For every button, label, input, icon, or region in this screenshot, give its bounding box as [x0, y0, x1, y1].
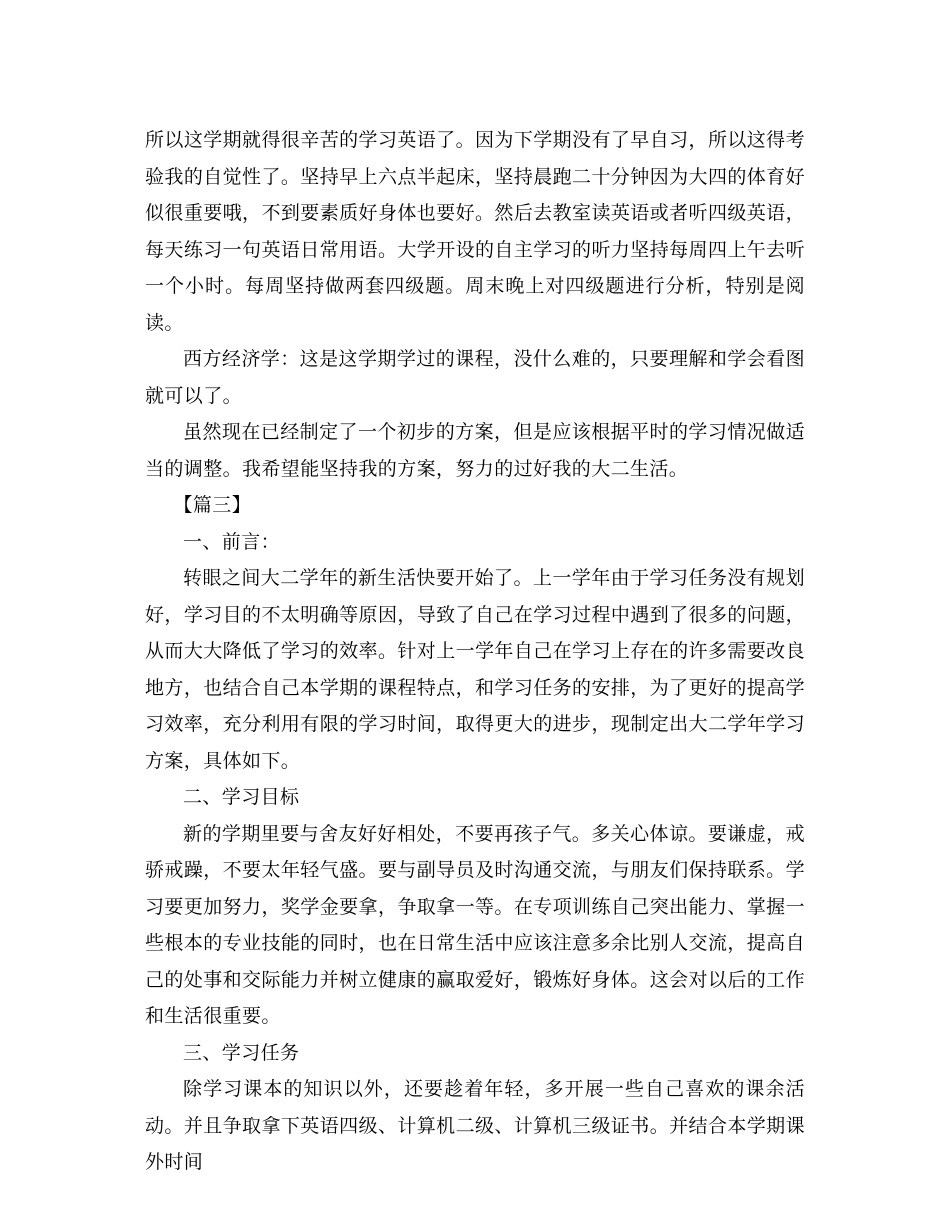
- paragraph-english-study-plan: 所以这学期就得很辛苦的学习英语了。因为下学期没有了早自习，所以这得考验我的自觉性了。坚持早上六点半起床，坚持晨跑二十分钟因为大四的体育好似很重要哦，不到要素质好身体也要好。然后去教室读英语或者听四级英语，每天练习一句英语日常用语。大学开设的自主学习的听力坚持每周四上午去听一个小时。每周坚持做两套四级题。周末晚上对四级题进行分析，特别是阅读。: [145, 129, 805, 334]
- paragraph-study-goals-body: 新的学期里要与舍友好好相处，不要再孩子气。多关心体谅。要谦虚，戒骄戒躁，不要太年轻气盛。要与副导员及时沟通交流，与朋友们保持联系。学习要更加努力，奖学金要拿，争取拿一等。在专项训练自己突出能力、掌握一些根本的专业技能的同时，也在日常生活中应该注意多余比别人交流，提高自己的处事和交际能力并树立健康的赢取爱好，锻炼好身体。这会对以后的工作和生活很重要。: [145, 822, 805, 1027]
- paragraph-western-economics: 西方经济学：这是这学期学过的课程，没什么难的，只要理解和学会看图就可以了。: [145, 348, 805, 407]
- document-body: [145, 122, 805, 1181]
- paragraph-study-tasks-body: 除学习课本的知识以外，还要趁着年轻，多开展一些自己喜欢的课余活动。并且争取拿下英语四级、计算机二级、计算机三级证书。并结合本学期课外时间: [145, 1078, 805, 1173]
- heading-study-tasks: 三、学习任务: [183, 1041, 300, 1064]
- heading-study-goals: 二、学习目标: [183, 786, 300, 808]
- section-title-part-three: 【篇三】: [173, 494, 252, 516]
- paragraph-preface-body: 转眼之间大二学年的新生活快要开始了。上一学年由于学习任务没有规划好，学习目的不太明确等原因，导致了自己在学习过程中遇到了很多的问题，从而大大降低了学习的效率。针对上一学年自己在学习上存在的许多需要改良地方，也结合自己本学期的课程特点，和学习任务的安排，为了更好的提高学习效率，充分利用有限的学习时间，取得更大的进步，现制定出大二学年学习方案，具体如下。: [145, 567, 805, 772]
- heading-preface: 一、前言：: [183, 530, 281, 553]
- paragraph-plan-adjustment: 虽然现在已经制定了一个初步的方案，但是应该根据平时的学习情况做适当的调整。我希望能坚持我的方案，努力的过好我的大二生活。: [145, 421, 805, 480]
